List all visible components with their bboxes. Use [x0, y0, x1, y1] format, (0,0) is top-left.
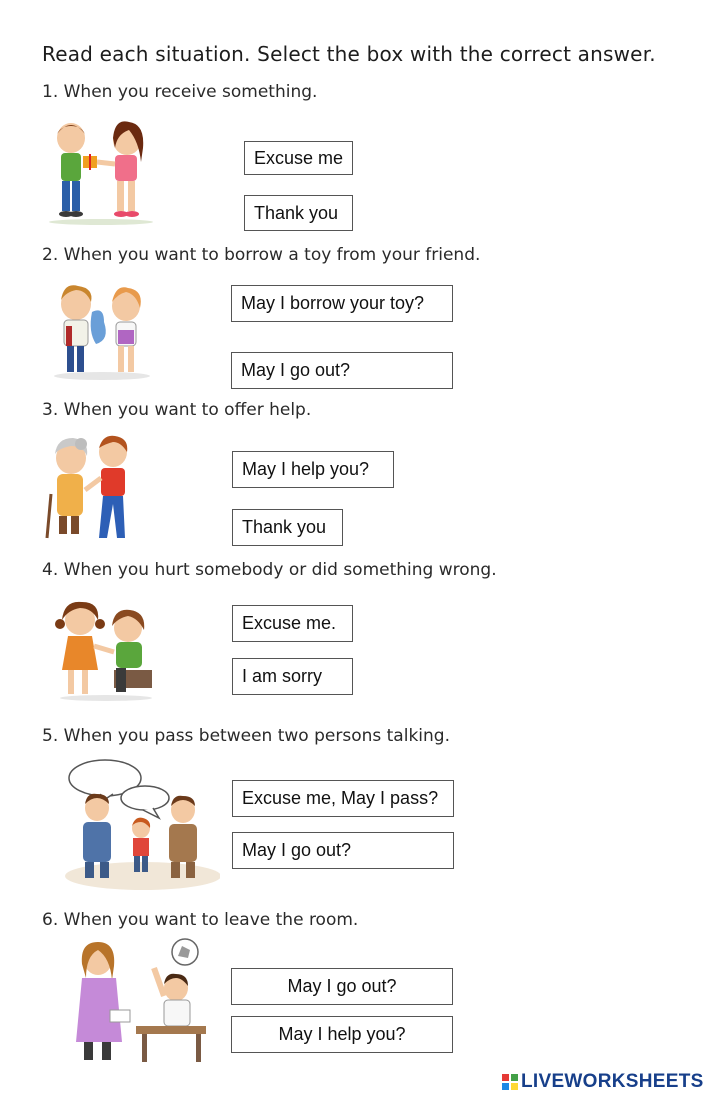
q5-option-excuse-pass[interactable]: Excuse me, May I pass? — [232, 780, 454, 817]
question-5-text: 5. When you pass between two persons talking. — [42, 726, 450, 746]
question-6-text: 6. When you want to leave the room. — [42, 910, 359, 930]
boy-helping-grandmother-icon — [45, 434, 145, 546]
brand-wordmark[interactable]: LIVEWORKSHEETS — [521, 1071, 704, 1092]
q1-option-excuse-me[interactable]: Excuse me — [244, 141, 353, 175]
girl-comforting-crying-child-icon — [52, 598, 162, 703]
children-sharing-toy-icon — [48, 282, 160, 382]
student-asking-teacher-icon — [72, 938, 207, 1066]
q2-option-go-out[interactable]: May I go out? — [231, 352, 453, 389]
question-3-text: 3. When you want to offer help. — [42, 400, 312, 420]
q1-option-thank-you[interactable]: Thank you — [244, 195, 353, 231]
question-2-text: 2. When you want to borrow a toy from your friend. — [42, 245, 481, 265]
question-4-text: 4. When you hurt somebody or did something wrong. — [42, 560, 497, 580]
q3-option-thank-you[interactable]: Thank you — [232, 509, 343, 546]
child-passing-between-two-men-icon — [55, 756, 220, 891]
q4-option-excuse-me[interactable]: Excuse me. — [232, 605, 353, 642]
q5-option-go-out[interactable]: May I go out? — [232, 832, 454, 869]
q3-option-help-you[interactable]: May I help you? — [232, 451, 394, 488]
liveworksheets-logo-icon — [502, 1074, 518, 1090]
two-children-giving-gift-icon — [45, 118, 160, 228]
question-1-text: 1. When you receive something. — [42, 82, 318, 102]
instructions: Read each situation. Select the box with the correct answer. — [42, 42, 656, 66]
q2-option-borrow-toy[interactable]: May I borrow your toy? — [231, 285, 453, 322]
q6-option-go-out[interactable]: May I go out? — [231, 968, 453, 1005]
q4-option-sorry[interactable]: I am sorry — [232, 658, 353, 695]
q6-option-help-you[interactable]: May I help you? — [231, 1016, 453, 1053]
